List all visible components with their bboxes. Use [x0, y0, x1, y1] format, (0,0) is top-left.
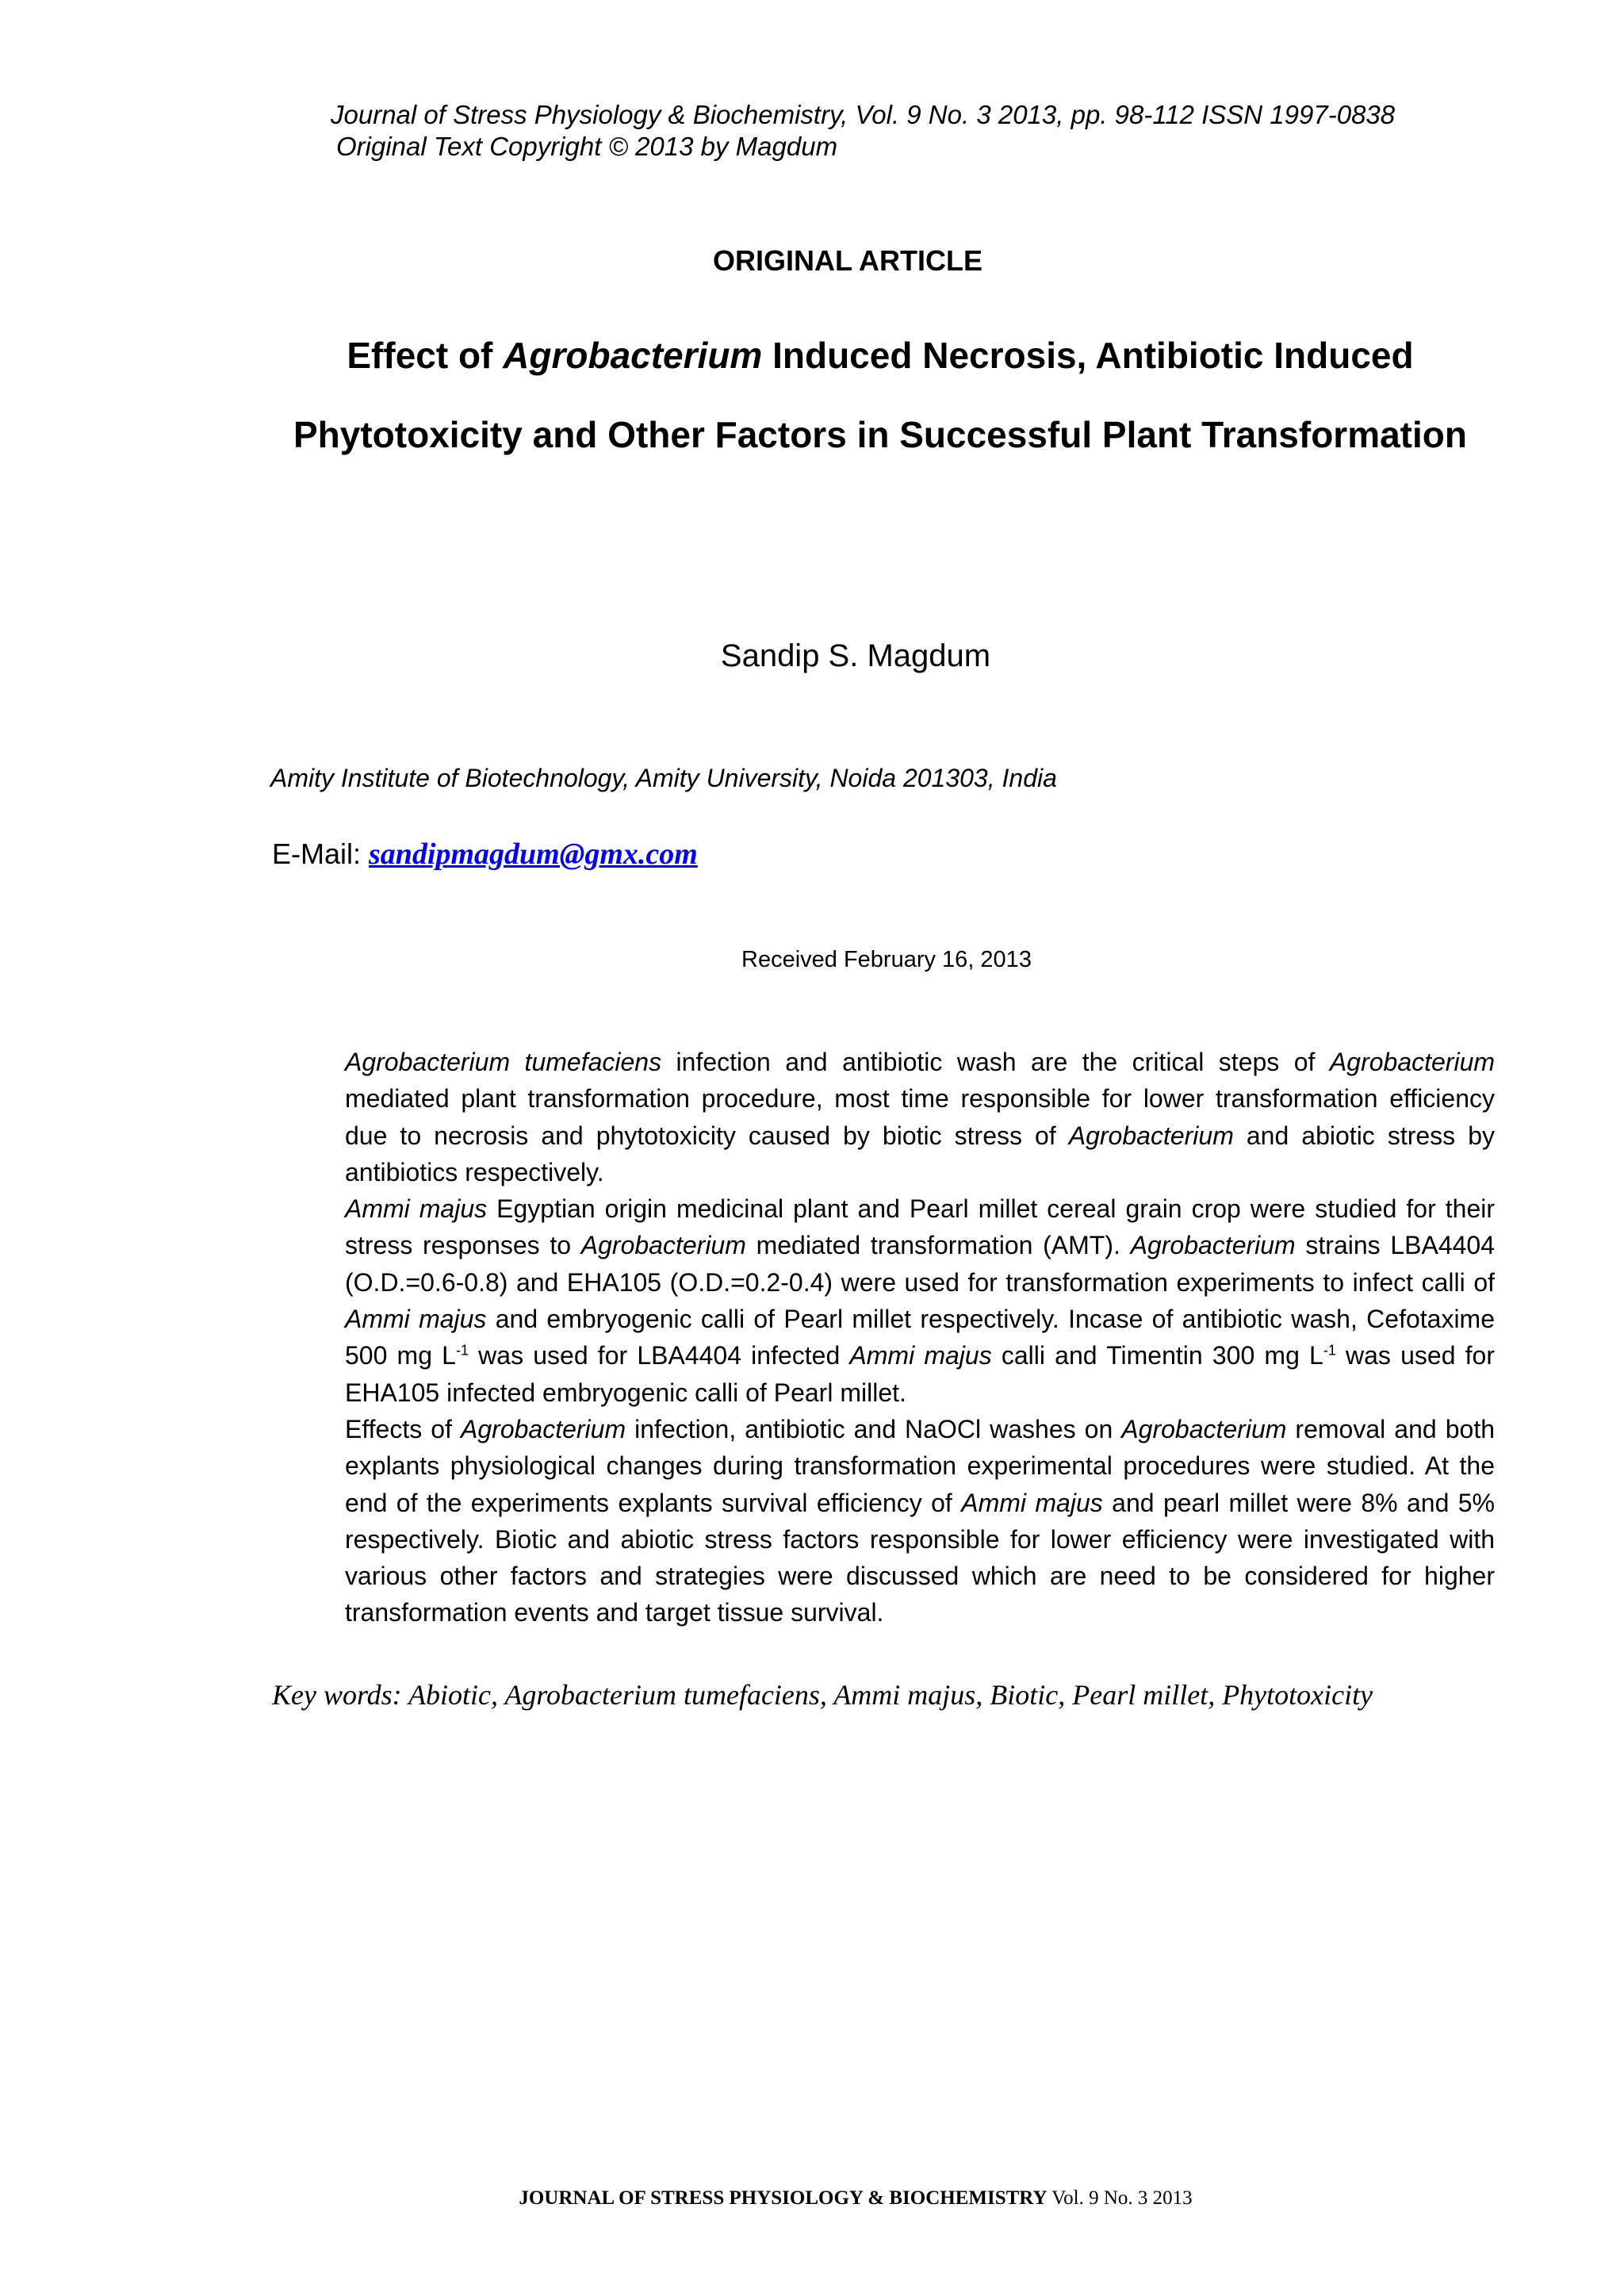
email-link[interactable]: sandipmagdum@gmx.com [369, 838, 698, 871]
email-label: E-Mail: [272, 838, 370, 870]
title-italic: Agrobacterium [503, 335, 763, 376]
page-footer [0, 2187, 1624, 2210]
title-part-1: Effect of [347, 335, 504, 376]
article-type-label: ORIGINAL ARTICLE [713, 244, 982, 277]
abstract-paragraph-3: Effects of Agrobacterium infection, antibiotic and NaOCl washes on Agrobacterium removal and both explants physiological changes during transformation experimental procedures were studied. At the end of the experiments explants survival efficiency of Ammi majus and pearl millet were 8% and 5% respectively. Biotic and abiotic stress factors responsible for lower efficiency were investigated with various other factors and strategies were discussed which are need to be considered for higher transformation events and target tissue survival. [345, 1414, 1496, 1627]
abstract-paragraph-2: Ammi majus Egyptian origin medicinal plant and Pearl millet cereal grain crop were studied for their stress responses to Agrobacterium mediated transformation (AMT). Agrobacterium strains LBA4404 (O.D.=0.6-0.8) and EHA105 (O.D.=0.2-0.4) were used for transformation experiments to infect calli of Ammi majus and embryogenic calli of Pearl millet respectively. Incase of antibiotic wash, Cefotaxime 500 mg $L^{-1}$ was used for LBA4404 infected Ammi majus calli and Timentin 300 mg $L^{-1}$ was used for EHA105 infected embryogenic calli of Pearl millet. [345, 1194, 1496, 1407]
email-row [272, 837, 698, 872]
journal-citation: Journal of Stress Physiology & Biochemistry, Vol. 9 No. 3 2013, pp. 98-112 ISSN 1997-0838 [331, 100, 1396, 129]
affiliation: Amity Institute of Biotechnology, Amity University, Noida 201303, India [270, 764, 1057, 792]
keywords: Key words: Abiotic, Agrobacterium tumefaciens, Ammi majus, Biotic, Pearl millet, Phytotoxicity [272, 1679, 1373, 1711]
footer-journal: JOURNAL OF STRESS PHYSIOLOGY & BIOCHEMISTRY [519, 2187, 1048, 2209]
received-date: Received February 16, 2013 [741, 947, 1032, 972]
abstract-paragraph-1: Agrobacterium tumefaciens infection and antibiotic wash are the critical steps of Agrobacterium mediated plant transformation procedure, most time responsible for lower transformation efficiency due to necrosis and phytotoxicity caused by biotic stress of Agrobacterium and abiotic stress by antibiotics respectively. [345, 1048, 1496, 1186]
abstract [345, 1044, 1495, 1631]
title-part-2: Induced Necrosis, Antibiotic Induced Phytotoxicity and Other Factors in Successful Plant Transformation [293, 335, 1467, 455]
author-name: Sandip S. Magdum [720, 638, 991, 673]
copyright-line: Original Text Copyright © 2013 by Magdum [336, 132, 838, 161]
article-title [262, 316, 1499, 474]
footer-volume: Vol. 9 No. 3 2013 [1047, 2187, 1193, 2209]
